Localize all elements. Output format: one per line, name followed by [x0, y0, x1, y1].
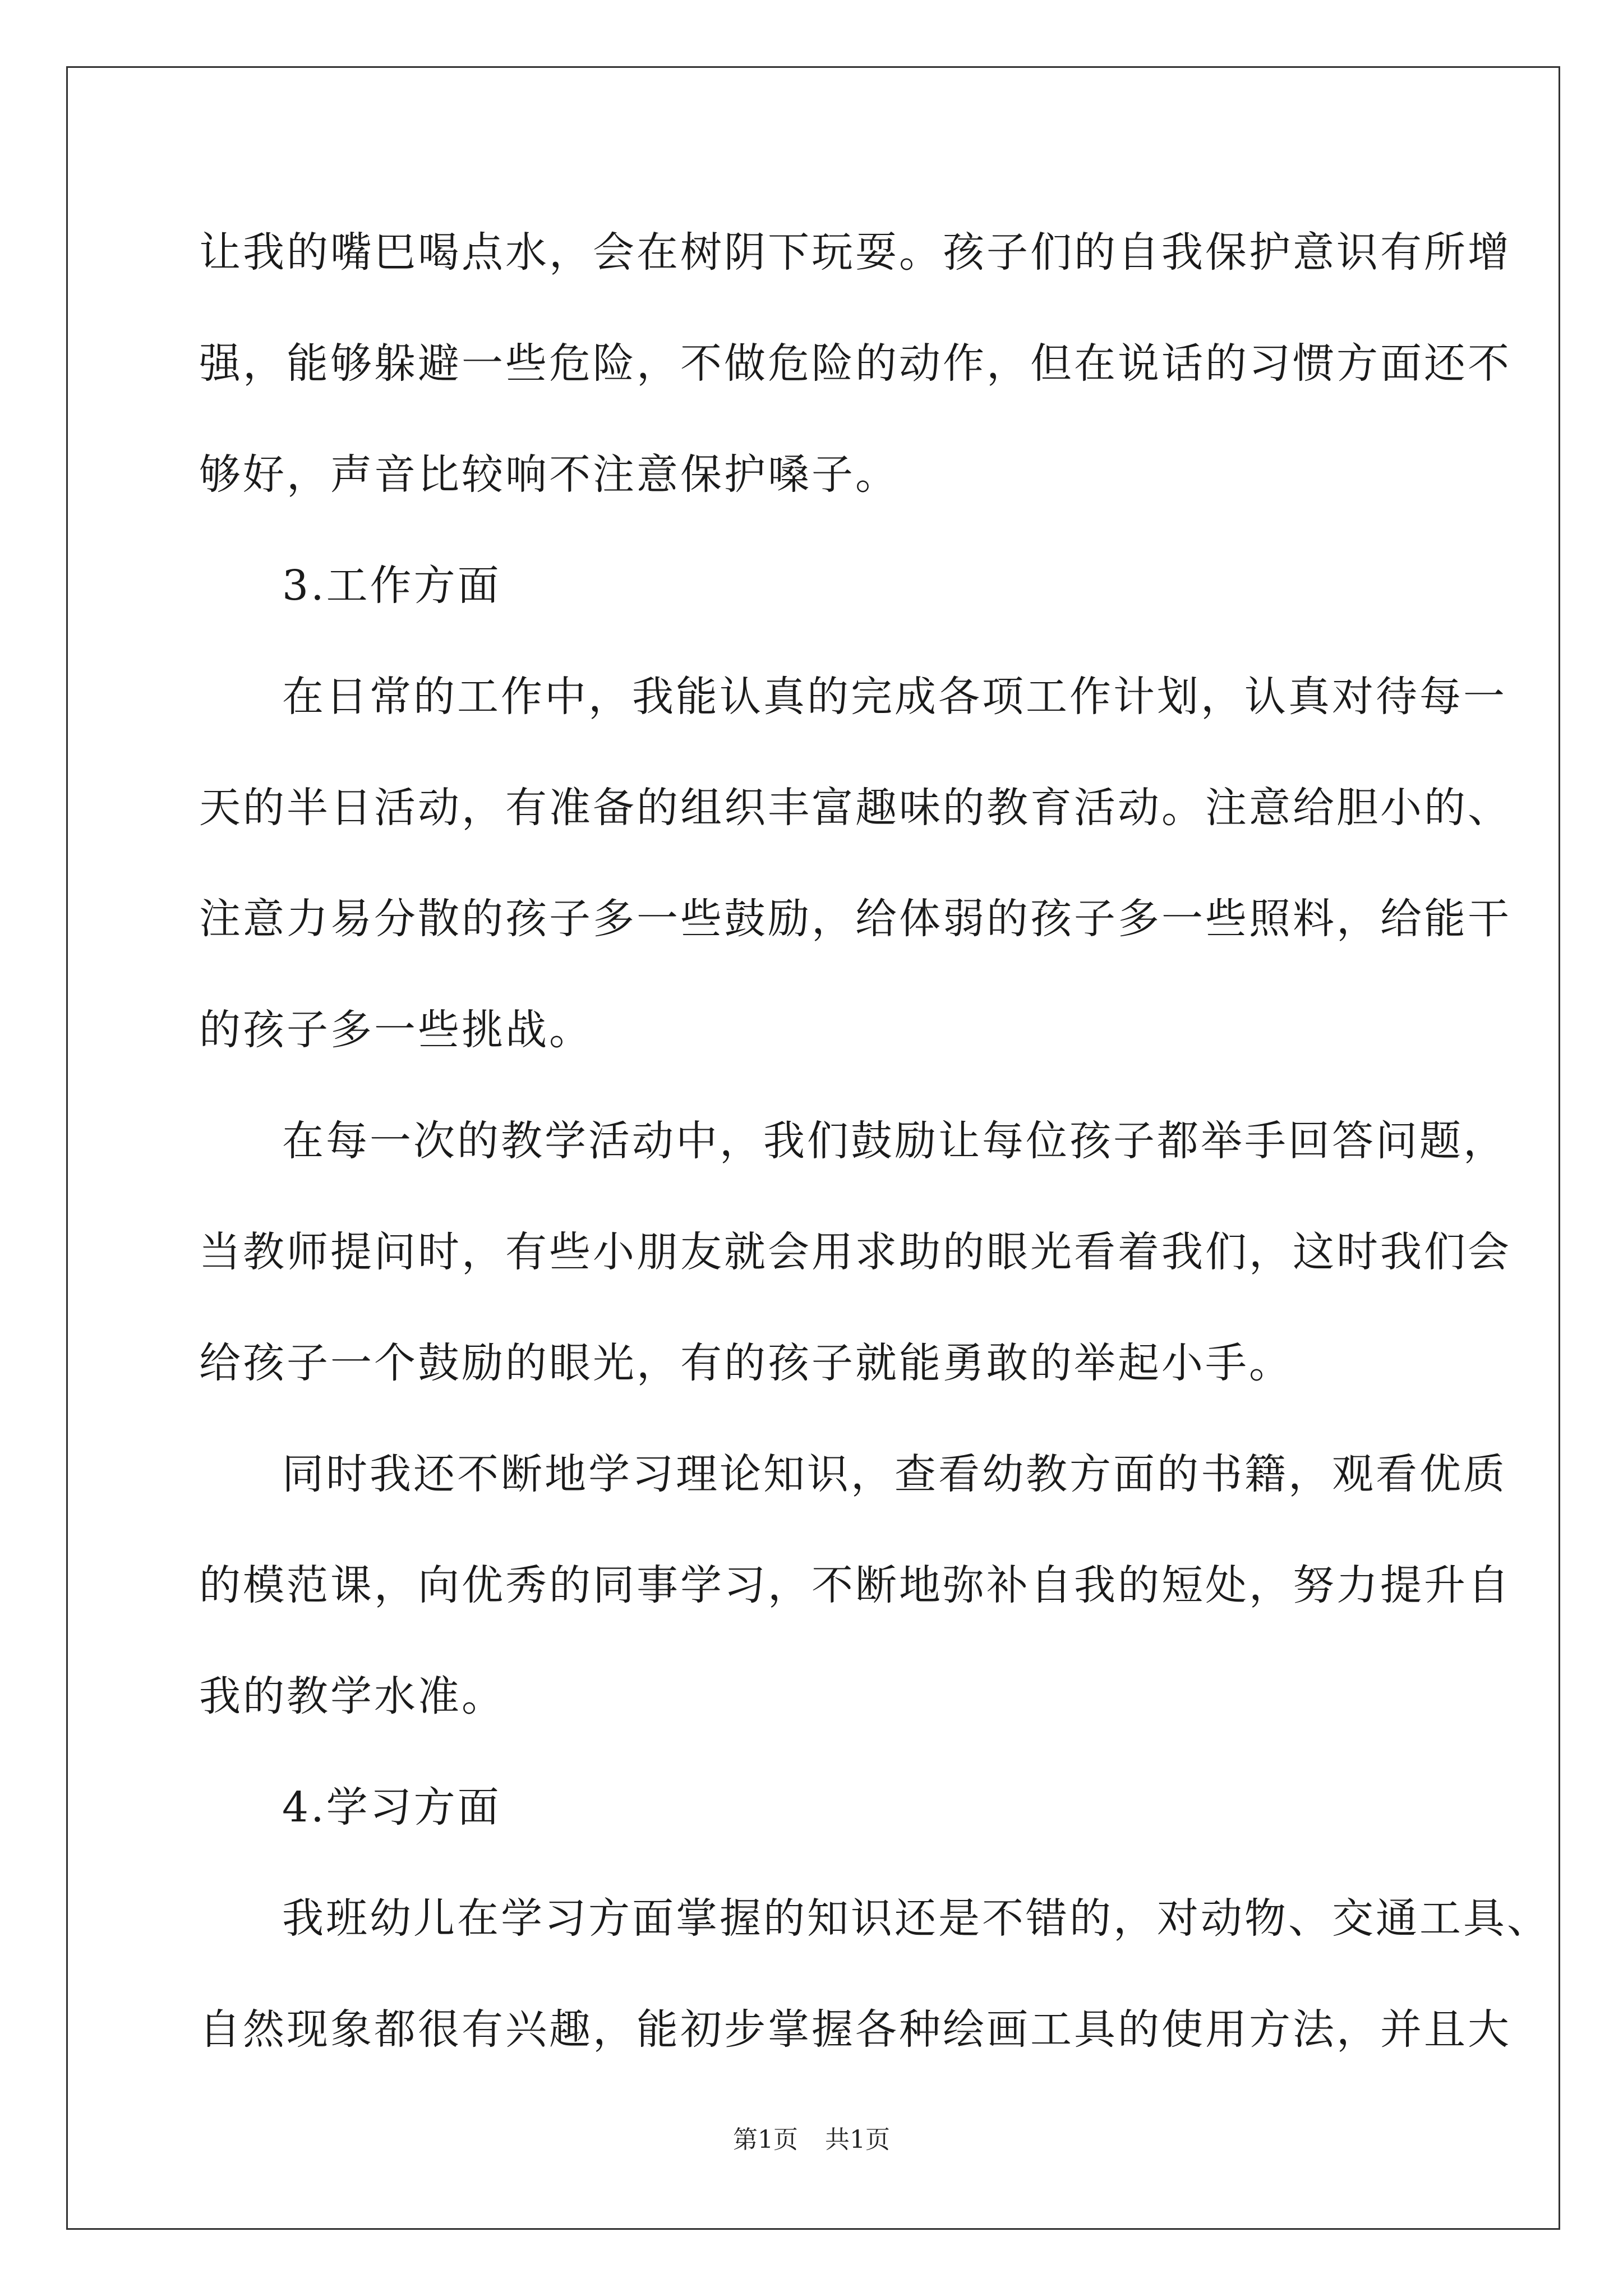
text-line: 天的半日活动，有准备的组织丰富趣味的教育活动。注意给胆小的、 [199, 784, 1511, 832]
text-line: 在每一次的教学活动中，我们鼓励让每位孩子都举手回答问题， [282, 1117, 1507, 1165]
section-heading: 3.工作方面 [282, 562, 501, 610]
text-line: 强，能够躲避一些危险，不做危险的动作，但在说话的习惯方面还不 [199, 339, 1511, 388]
page-number-current: 第1页 [733, 2125, 798, 2154]
text-line: 我的教学水准。 [199, 1672, 505, 1720]
text-line: 同时我还不断地学习理论知识，查看幼教方面的书籍，观看优质 [282, 1450, 1507, 1498]
page-number-total: 共1页 [825, 2125, 890, 2154]
text-line: 当教师提问时，有些小朋友就会用求助的眼光看着我们，这时我们会 [199, 1228, 1511, 1276]
text-line: 够好，声音比较响不注意保护嗓子。 [199, 450, 899, 499]
text-line: 自然现象都很有兴趣，能初步掌握各种绘画工具的使用方法，并且大 [199, 2005, 1511, 2054]
document-body [199, 222, 1551, 2110]
text-line: 的孩子多一些挑战。 [199, 1006, 593, 1054]
text-line: 给孩子一个鼓励的眼光，有的孩子就能勇敢的举起小手。 [199, 1339, 1293, 1387]
text-line: 让我的嘴巴喝点水，会在树阴下玩耍。孩子们的自我保护意识有所增 [199, 228, 1511, 277]
page-footer [0, 2123, 1623, 2157]
section-heading: 4.学习方面 [282, 1783, 501, 1832]
text-line: 在日常的工作中，我能认真的完成各项工作计划，认真对待每一 [282, 673, 1507, 721]
text-line: 注意力易分散的孩子多一些鼓励，给体弱的孩子多一些照料，给能干 [199, 895, 1511, 943]
text-line: 的模范课，向优秀的同事学习，不断地弥补自我的短处，努力提升自 [199, 1561, 1511, 1609]
text-line: 我班幼儿在学习方面掌握的知识还是不错的，对动物、交通工具、 [282, 1894, 1551, 1943]
